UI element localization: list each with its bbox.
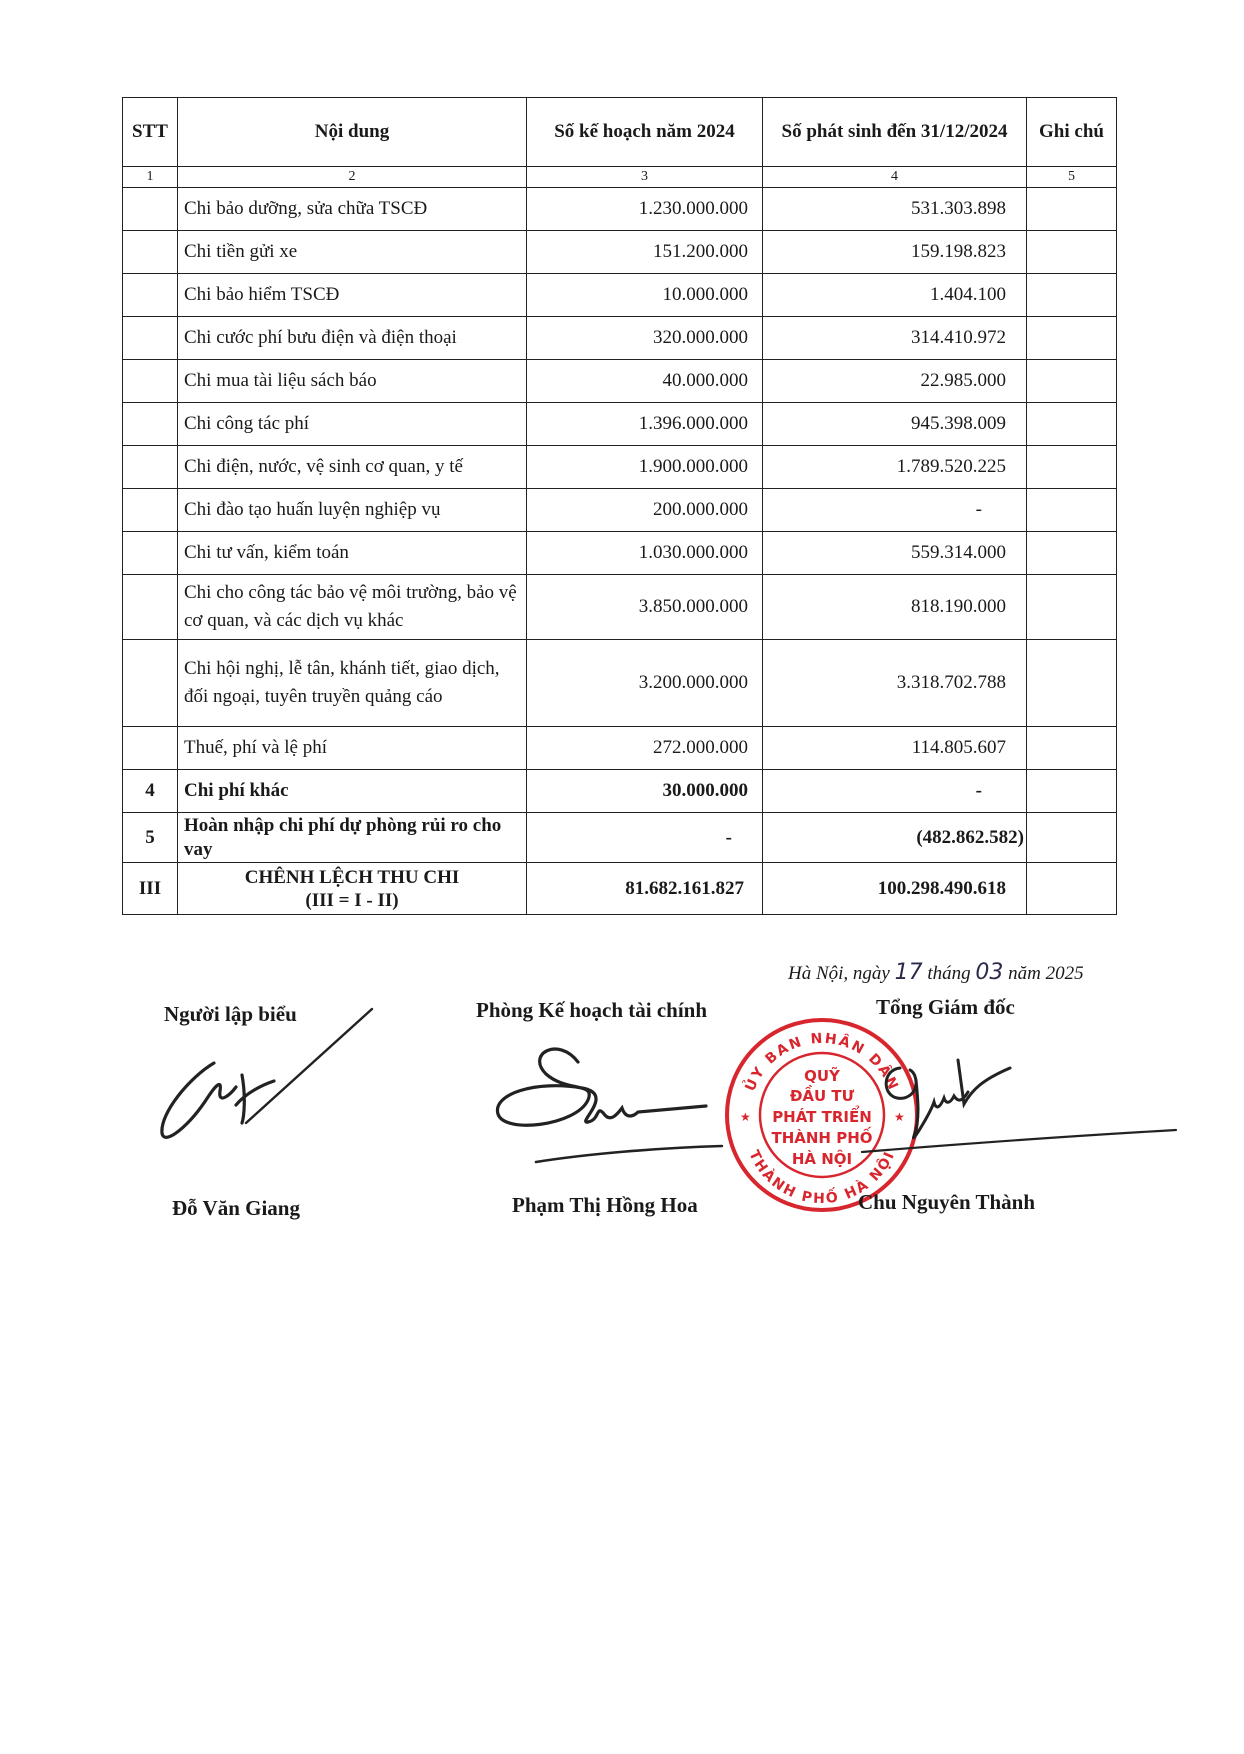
table-row — [123, 770, 1117, 813]
row-stt — [123, 532, 178, 575]
row-plan: 320.000.000 — [527, 317, 763, 360]
row-content: Chi tư vấn, kiểm toán — [178, 532, 527, 575]
table-row — [123, 360, 1117, 403]
row-actual: 1.404.100 — [763, 274, 1027, 317]
row-stt — [123, 446, 178, 489]
preparer-title: Người lập biểu — [164, 1002, 297, 1026]
row-plan: 151.200.000 — [527, 231, 763, 274]
row-stt — [123, 727, 178, 770]
row-content: Chi hội nghị, lễ tân, khánh tiết, giao dịch, đối ngoại, tuyên truyền quảng cáo — [178, 640, 527, 727]
row-content: Chi cho công tác bảo vệ môi trường, bảo vệ cơ quan, và các dịch vụ khác — [178, 575, 527, 640]
row-stt — [123, 360, 178, 403]
row-stt: 5 — [123, 813, 178, 863]
row-content: Thuế, phí và lệ phí — [178, 727, 527, 770]
place-date-line — [788, 960, 1084, 985]
table-row — [123, 532, 1117, 575]
row-plan: 30.000.000 — [527, 770, 763, 813]
column-index-row — [123, 167, 1117, 188]
row-note — [1027, 813, 1117, 863]
finance-title: Phòng Kế hoạch tài chính — [476, 998, 708, 1022]
date-prefix: Hà Nội, ngày — [788, 963, 890, 984]
column-index: 2 — [178, 167, 527, 188]
table-row — [123, 403, 1117, 446]
row-content: Chi phí khác — [178, 770, 527, 813]
row-stt: 4 — [123, 770, 178, 813]
row-stt: III — [123, 863, 178, 915]
row-plan: 3.850.000.000 — [527, 575, 763, 640]
preparer-name: Đỗ Văn Giang — [172, 1196, 300, 1220]
row-content: Chi cước phí bưu điện và điện thoại — [178, 317, 527, 360]
row-note — [1027, 640, 1117, 727]
row-note — [1027, 446, 1117, 489]
row-stt — [123, 274, 178, 317]
row-plan: 1.230.000.000 — [527, 188, 763, 231]
row-plan: 81.682.161.827 — [527, 863, 763, 915]
row-note — [1027, 863, 1117, 915]
column-index: 5 — [1027, 167, 1117, 188]
row-actual: 314.410.972 — [763, 317, 1027, 360]
row-actual: 818.190.000 — [763, 575, 1027, 640]
row-content: Chi công tác phí — [178, 403, 527, 446]
row-note — [1027, 727, 1117, 770]
row-actual: 945.398.009 — [763, 403, 1027, 446]
row-note — [1027, 188, 1117, 231]
stamp-ring-top: ỦY BAN NHÂN DÂN — [742, 1030, 902, 1094]
stamp-line-2: ĐẦU TƯ — [789, 1087, 855, 1105]
table-row — [123, 489, 1117, 532]
row-plan: 1.030.000.000 — [527, 532, 763, 575]
stamp-star-icon: ★ — [740, 1110, 751, 1124]
row-actual: 114.805.607 — [763, 727, 1027, 770]
date-month: 03 — [975, 960, 1004, 985]
finance-signature — [486, 1030, 736, 1180]
row-plan: - — [527, 813, 763, 863]
row-stt — [123, 640, 178, 727]
table-row — [123, 446, 1117, 489]
row-content: Chi mua tài liệu sách báo — [178, 360, 527, 403]
table-row — [123, 727, 1117, 770]
row-actual: 159.198.823 — [763, 231, 1027, 274]
row-note — [1027, 575, 1117, 640]
finance-name: Phạm Thị Hồng Hoa — [512, 1193, 698, 1217]
row-plan: 3.200.000.000 — [527, 640, 763, 727]
date-day: 17 — [894, 960, 923, 985]
table-row — [123, 317, 1117, 360]
row-note — [1027, 317, 1117, 360]
table-row — [123, 231, 1117, 274]
preparer-signature — [150, 1005, 380, 1155]
row-stt — [123, 317, 178, 360]
row-content: Chi đào tạo huấn luyện nghiệp vụ — [178, 489, 527, 532]
row-plan: 272.000.000 — [527, 727, 763, 770]
row-plan: 10.000.000 — [527, 274, 763, 317]
stamp-ring-bottom: THÀNH PHỐ HÀ NỘI — [745, 1147, 899, 1208]
row-actual: (482.862.582) — [763, 813, 1027, 863]
table-row — [123, 813, 1117, 863]
row-plan: 1.900.000.000 — [527, 446, 763, 489]
row-actual: - — [763, 489, 1027, 532]
row-content: Chi bảo hiểm TSCĐ — [178, 274, 527, 317]
row-note — [1027, 231, 1117, 274]
row-actual: 22.985.000 — [763, 360, 1027, 403]
table-row — [123, 274, 1117, 317]
row-content: Chi tiền gửi xe — [178, 231, 527, 274]
stamp-line-1: QUỸ — [804, 1067, 840, 1085]
row-actual: - — [763, 770, 1027, 813]
row-note — [1027, 360, 1117, 403]
row-actual: 1.789.520.225 — [763, 446, 1027, 489]
table-row-total — [123, 863, 1117, 915]
row-stt — [123, 403, 178, 446]
row-plan: 200.000.000 — [527, 489, 763, 532]
header-note: Ghi chú — [1027, 98, 1117, 167]
total-label: CHÊNH LỆCH THU CHI — [244, 866, 460, 888]
table-row — [123, 188, 1117, 231]
table-header-row — [123, 98, 1117, 167]
row-plan: 1.396.000.000 — [527, 403, 763, 446]
column-index: 3 — [527, 167, 763, 188]
row-note — [1027, 532, 1117, 575]
row-actual: 3.318.702.788 — [763, 640, 1027, 727]
director-name: Chu Nguyên Thành — [858, 1190, 1036, 1214]
row-note — [1027, 770, 1117, 813]
row-actual: 531.303.898 — [763, 188, 1027, 231]
row-stt — [123, 489, 178, 532]
stamp-line-3: PHÁT TRIỂN — [772, 1108, 872, 1126]
table-row — [123, 640, 1117, 727]
row-note — [1027, 274, 1117, 317]
row-stt — [123, 188, 178, 231]
budget-table — [122, 97, 1117, 915]
stamp-star-icon: ★ — [894, 1110, 905, 1124]
header-plan: Số kế hoạch năm 2024 — [527, 98, 763, 167]
row-content: Chi điện, nước, vệ sinh cơ quan, y tế — [178, 446, 527, 489]
row-content — [178, 863, 527, 915]
stamp-line-5: HÀ NỘI — [791, 1150, 853, 1168]
header-stt: STT — [123, 98, 178, 167]
row-content: Hoàn nhập chi phí dự phòng rủi ro cho vay — [178, 813, 527, 863]
row-stt — [123, 231, 178, 274]
row-actual: 100.298.490.618 — [763, 863, 1027, 915]
row-stt — [123, 575, 178, 640]
table-row — [123, 575, 1117, 640]
header-content: Nội dung — [178, 98, 527, 167]
date-month-word: tháng — [927, 963, 971, 984]
column-index: 1 — [123, 167, 178, 188]
director-title: Tổng Giám đốc — [876, 995, 1015, 1019]
header-actual: Số phát sinh đến 31/12/2024 — [763, 98, 1027, 167]
row-plan: 40.000.000 — [527, 360, 763, 403]
date-year: năm 2025 — [1008, 963, 1084, 984]
stamp-line-4: THÀNH PHỐ — [771, 1129, 873, 1147]
director-signature — [860, 1040, 1180, 1160]
row-actual: 559.314.000 — [763, 532, 1027, 575]
row-content: Chi bảo dưỡng, sửa chữa TSCĐ — [178, 188, 527, 231]
row-note — [1027, 489, 1117, 532]
row-note — [1027, 403, 1117, 446]
column-index: 4 — [763, 167, 1027, 188]
total-formula: (III = I - II) — [305, 889, 399, 911]
